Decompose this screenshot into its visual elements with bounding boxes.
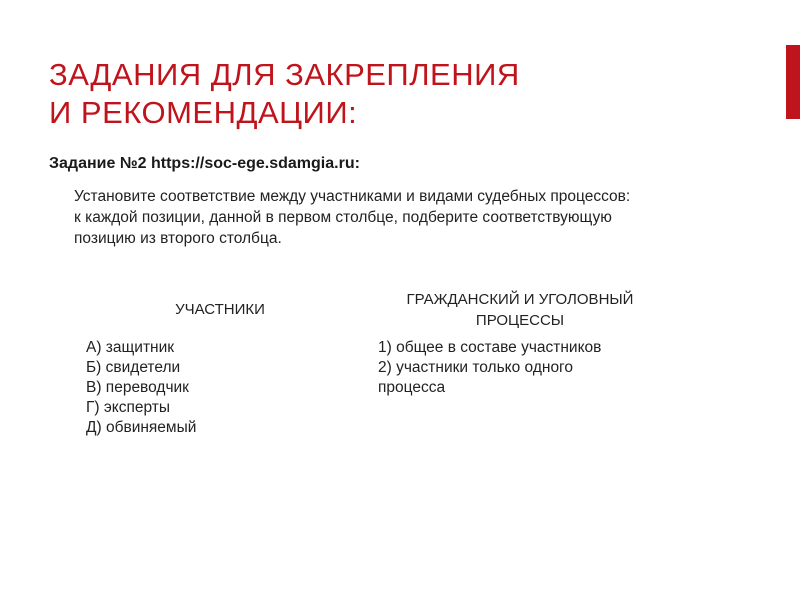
participant-item: Д) обвиняемый	[86, 419, 197, 436]
processes-header-line: ПРОЦЕССЫ	[475, 312, 565, 329]
process-item: процесса	[378, 379, 446, 396]
instruction-line: Установите соответствие между участниками и видами судебных процессов:	[74, 188, 631, 205]
participants-column-header: УЧАСТНИКИ	[175, 301, 265, 318]
participants-list	[86, 338, 196, 438]
processes-list	[378, 338, 601, 398]
accent-bar	[786, 45, 800, 119]
slide-title-line-1: ЗАДАНИЯ ДЛЯ ЗАКРЕПЛЕНИЯ	[49, 57, 520, 92]
instruction-line: позицию из второго столбца.	[74, 230, 282, 247]
processes-header-line: ГРАЖДАНСКИЙ И УГОЛОВНЫЙ	[406, 291, 634, 308]
participant-item: А) защитник	[86, 339, 175, 356]
participant-item: В) переводчик	[86, 379, 189, 396]
slide-title	[49, 56, 749, 132]
process-item: 1) общее в составе участников	[378, 339, 602, 356]
instruction-line: к каждой позиции, данной в первом столбце, подберите соответствующую	[74, 209, 612, 226]
processes-column-header	[370, 289, 670, 331]
slide-title-line-2: И РЕКОМЕНДАЦИИ:	[49, 95, 358, 130]
task-instruction	[74, 186, 734, 249]
participant-item: Б) свидетели	[86, 359, 181, 376]
participant-item: Г) эксперты	[86, 399, 171, 416]
task-heading: Задание №2 https://soc-ege.sdamgia.ru:	[49, 155, 360, 172]
process-item: 2) участники только одного	[378, 359, 573, 376]
